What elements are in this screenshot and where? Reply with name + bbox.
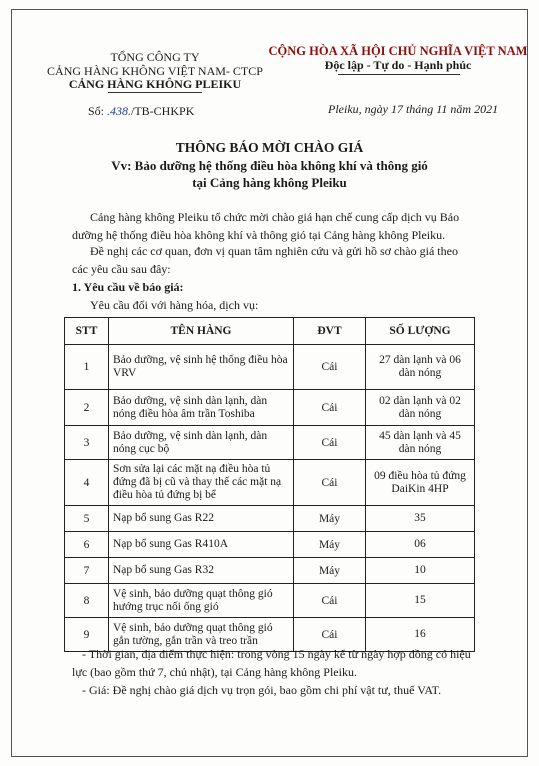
intro-paragraph: Cảng hàng không Pleiku tổ chức mời chào giá hạn chế cung cấp dịch vụ Bảo dưỡng hệ thống điều hòa không khí và thông gió tại Cảng hàng không Pleiku.	[72, 210, 460, 242]
table-row	[65, 506, 475, 532]
document-number	[88, 104, 194, 119]
cell-stt: 1	[65, 345, 109, 390]
cell-stt: 9	[65, 618, 109, 652]
org-line-2: CẢNG HÀNG KHÔNG VIỆT NAM- CTCP	[47, 64, 263, 78]
document-date: Pleiku, ngày 17 tháng 11 năm 2021	[328, 102, 499, 116]
table-row	[65, 558, 475, 584]
header-quantity: SỐ LƯỢNG	[366, 318, 475, 345]
subject-line-2: tại Cảng hàng không Pleiku	[192, 175, 347, 190]
nation-title: CỘNG HÒA XÃ HỘI CHỦ NGHĨA VIỆT NAM	[268, 44, 528, 58]
table-header-row	[65, 318, 475, 345]
cell-quantity: 10	[366, 558, 475, 584]
cell-name: Vệ sinh, bảo dưỡng quạt thông gió gắn tường, gắn trần và treo trần	[109, 618, 294, 652]
cell-name: Nạp bổ sung Gas R32	[109, 558, 294, 584]
cell-stt: 3	[65, 426, 109, 460]
time-place-paragraph: - Thời gian, địa điểm thực hiện: trong vòng 15 ngày kể từ ngày hợp đồng có hiệu lực (bao gồm thứ 7, chủ nhật), tại Cảng hàng không Pleiku.	[72, 647, 471, 679]
subject-line-1: Vv: Bảo dưỡng hệ thống điều hòa không khí và thông gió	[111, 158, 428, 173]
table-row	[65, 460, 475, 506]
table-row	[65, 390, 475, 426]
document-title: THÔNG BÁO MỜI CHÀO GIÁ	[175, 140, 364, 155]
org-line-3: CẢNG HÀNG KHÔNG PLEIKU	[68, 77, 242, 91]
cell-name: Sơn sửa lại các mặt nạ điều hòa tủ đứng đã bị cũ và thay thế các mặt nạ điều hòa tủ đứng bị bể	[109, 460, 294, 506]
cell-name: Nạp bổ sung Gas R410A	[109, 532, 294, 558]
cell-stt: 8	[65, 584, 109, 618]
table-row	[65, 532, 475, 558]
org-line-1: TỔNG CÔNG TY	[110, 50, 200, 64]
table-row	[65, 584, 475, 618]
cell-stt: 7	[65, 558, 109, 584]
cell-name: Bảo dưỡng, vệ sinh dàn lạnh, dàn nóng điều hòa âm trần Toshiba	[109, 390, 294, 426]
cell-quantity: 06	[366, 532, 475, 558]
motto-underline	[338, 74, 460, 75]
cell-unit: Cái	[294, 390, 366, 426]
cell-quantity: 45 dàn lạnh và 45 dàn nóng	[366, 426, 475, 460]
cell-quantity: 15	[366, 584, 475, 618]
section-heading: 1. Yêu cầu về báo giá:	[72, 280, 184, 294]
doc-number-handwritten: .438.	[107, 104, 132, 118]
cell-unit: Cái	[294, 618, 366, 652]
org-underline	[108, 92, 202, 93]
cell-quantity: 02 dàn lạnh và 02 dàn nóng	[366, 390, 475, 426]
cell-quantity: 16	[366, 618, 475, 652]
cell-stt: 2	[65, 390, 109, 426]
cell-quantity: 27 dàn lạnh và 06 dàn nóng	[366, 345, 475, 390]
nation-motto: Độc lập - Tự do - Hạnh phúc	[324, 58, 472, 72]
table-row	[65, 345, 475, 390]
cell-name: Nạp bổ sung Gas R22	[109, 506, 294, 532]
doc-number-prefix: Số:	[88, 104, 108, 118]
cell-unit: Cái	[294, 426, 366, 460]
cell-unit: Máy	[294, 506, 366, 532]
header-unit: ĐVT	[294, 318, 366, 345]
cell-stt: 6	[65, 532, 109, 558]
cell-stt: 5	[65, 506, 109, 532]
cell-unit: Cái	[294, 460, 366, 506]
cell-unit: Cái	[294, 584, 366, 618]
header-stt: STT	[65, 318, 109, 345]
cell-unit: Máy	[294, 558, 366, 584]
cell-quantity: 09 điều hòa tủ đứng DaiKin 4HP	[366, 460, 475, 506]
table-row	[65, 426, 475, 460]
price-paragraph: - Giá: Đề nghị chào giá dịch vụ trọn gói, bao gồm chi phí vật tư, thuế VAT.	[82, 683, 442, 697]
header-name: TÊN HÀNG	[109, 318, 294, 345]
goods-table	[64, 317, 475, 652]
cell-name: Bảo dưỡng, vệ sinh dàn lạnh, dàn nóng cục bộ	[109, 426, 294, 460]
cell-name: Vệ sinh, bảo dưỡng quạt thông gió hướng trục nối ống gió	[109, 584, 294, 618]
request-paragraph: Đề nghị các cơ quan, đơn vị quan tâm nghiên cứu và gửi hồ sơ chào giá theo các yêu cầu sau đây:	[72, 244, 458, 276]
cell-stt: 4	[65, 460, 109, 506]
doc-number-suffix: /TB-CHKPK	[131, 104, 195, 118]
cell-name: Bảo dưỡng, vệ sinh hệ thống điều hòa VRV	[109, 345, 294, 390]
cell-unit: Cái	[294, 345, 366, 390]
cell-quantity: 35	[366, 506, 475, 532]
cell-unit: Máy	[294, 532, 366, 558]
requirement-text: Yêu cầu đối với hàng hóa, dịch vụ:	[90, 298, 259, 312]
